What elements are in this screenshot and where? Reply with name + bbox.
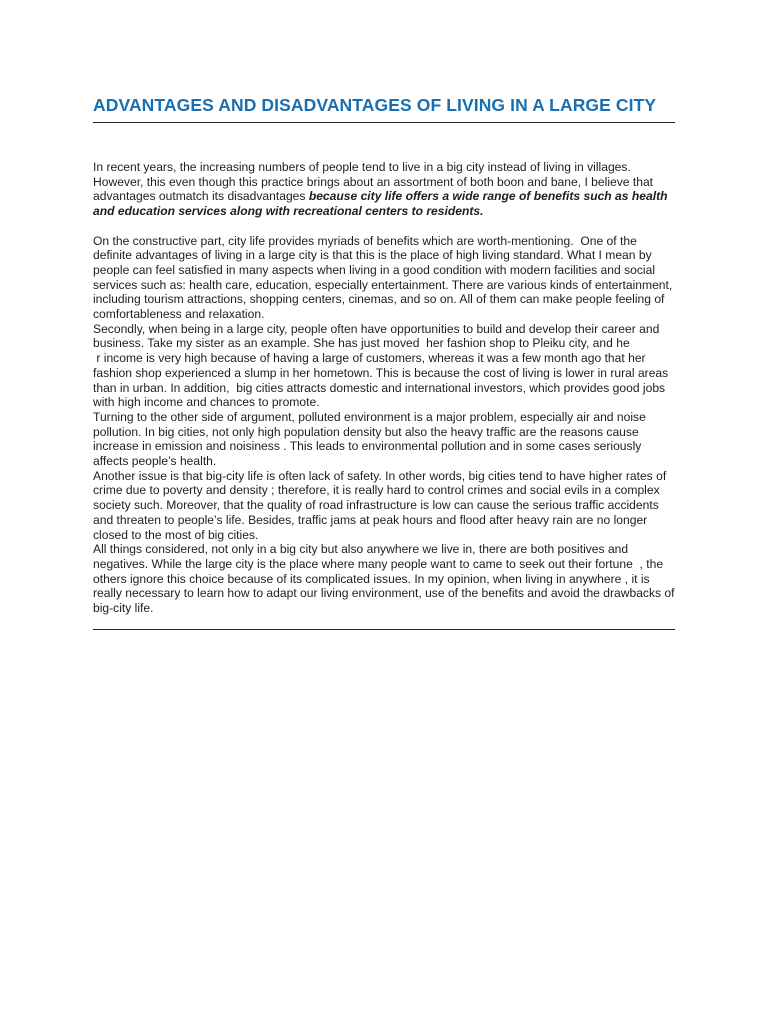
conclusion-paragraph: All things considered, not only in a big city but also anywhere we live in, there are both positives and negatives. While the large city is the place where many people want to came to seek out their fortune , the others ignore this choice because of its complicated issues. In my opinion, when living in anywhere , it is really necessary to learn how to adapt our living environment, use of the benefits and avoid the drawbacks of big-city life. — [93, 542, 678, 616]
body-paragraph: Secondly, when being in a large city, people often have opportunities to build and develop their career and business. Take my sister as an example. She has just moved her fashion shop to Pleiku city, and he — [93, 321, 663, 351]
body-paragraph: Another issue is that big-city life is often lack of safety. In other words, big cities tend to have higher rates of crime due to poverty and density ; therefore, it is really hard to control crimes and social evils in a complex society such. Moreover, that the quality of road infrastructure is low can cause the serious traffic accidents and threaten to people’s life. Besides, traffic jams at peak hours and flood after heavy rain are no longer closed to the most of big cities. — [93, 468, 670, 542]
title-divider — [93, 122, 675, 123]
document-page — [93, 94, 678, 630]
thesis-statement: because city life offers a wide range of benefits such as health and education services along with recreational centers to residents. — [93, 189, 675, 219]
document-body — [93, 160, 678, 616]
body-paragraph: On the constructive part, city life provides myriads of benefits which are worth-mentioning. One of the definite advantages of living in a large city is that this is the place of high living standard. What I mean by people can feel satisfied in many aspects when living in a good condition with modern facilities and social services such as: health care, education, especially entertainment. There are various kinds of entertainment, including tourism attractions, shopping centers, cinemas, and so on. All of them can make people feeling of comfortableness and relaxation. — [93, 233, 676, 322]
intro-paragraph — [93, 160, 675, 219]
body-paragraph: r income is very high because of having a large of customers, whereas it was a few month ago that her fashion shop experienced a slump in her hometown. This is because the cost of living is lower in rural areas than in urban. In addition, big cities attracts domestic and international investors, which provides good jobs with high income and chances to promote. — [93, 351, 672, 410]
intro-text: In recent years, the increasing numbers of people tend to live in a big city instead of living in villages. However, this even though this practice brings about an assortment of both boon and bane, I believe that advantages outmatch its disadvantages — [93, 160, 657, 204]
body-paragraph: Turning to the other side of argument, polluted environment is a major problem, especially air and noise pollution. In big cities, not only high population density but also the heavy traffic are the reasons cause increase in emission and noisiness . This leads to environmental pollution and in some cases seriously affects people’s health. — [93, 409, 650, 469]
bottom-divider — [93, 629, 675, 630]
document-title: ADVANTAGES AND DISADVANTAGES OF LIVING IN A LARGE CITY — [93, 95, 657, 115]
